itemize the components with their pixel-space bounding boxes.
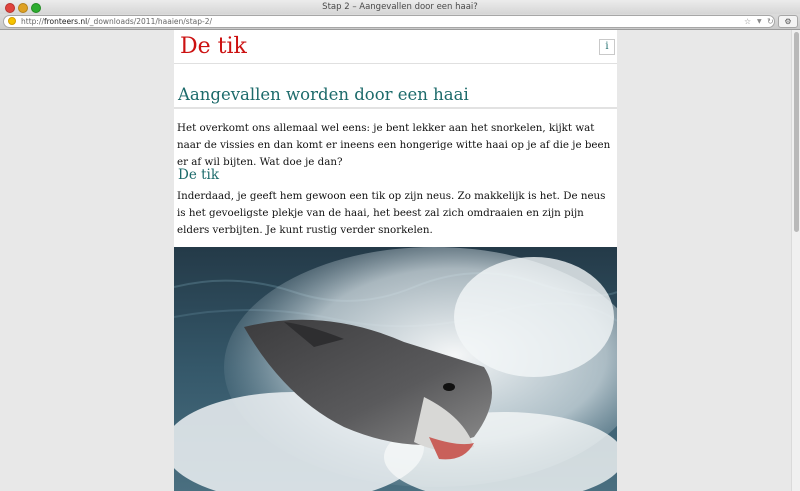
dropdown-icon[interactable]: ▼ xyxy=(757,18,762,25)
site-favicon xyxy=(8,17,16,25)
intro-paragraph: Het overkomt ons allemaal wel eens: je bent lekker aan het snorkelen, kijkt wat naar de vissies en dan komt er ineens een hongerige witte haai op je af die je been er af wil bijten. Wat doe je dan? xyxy=(177,122,611,168)
vertical-scrollbar[interactable] xyxy=(791,30,800,491)
heading-divider xyxy=(174,107,617,109)
address-bar[interactable] xyxy=(3,15,775,28)
url-text[interactable]: http://fronteers.nl/_downloads/2011/haaien/stap-2/ xyxy=(21,17,213,26)
shark-photo xyxy=(174,247,617,491)
header-divider xyxy=(174,63,617,64)
browser-toolbar xyxy=(0,14,800,30)
window-title: Stap 2 – Aangevallen door een haai? xyxy=(322,2,478,12)
info-button[interactable]: i xyxy=(599,39,615,55)
reload-icon[interactable]: ↻ xyxy=(767,17,774,26)
wrench-icon[interactable]: ⚙ xyxy=(778,15,798,28)
page-content xyxy=(174,30,617,491)
scroll-thumb[interactable] xyxy=(794,32,799,232)
subheading: De tik xyxy=(178,167,220,183)
site-title[interactable]: De tik xyxy=(180,34,247,59)
window-titlebar xyxy=(0,0,800,15)
star-icon[interactable]: ☆ xyxy=(744,17,752,26)
page-heading: Aangevallen worden door een haai xyxy=(178,85,469,104)
body-paragraph: Inderdaad, je geeft hem gewoon een tik op zijn neus. Zo makkelijk is het. De neus is het gevoeligste plekje van de haai, het beest zal zich omdraaien en zijn pijn elders verbijten. Je kunt rustig verder snorkelen. xyxy=(177,190,606,236)
